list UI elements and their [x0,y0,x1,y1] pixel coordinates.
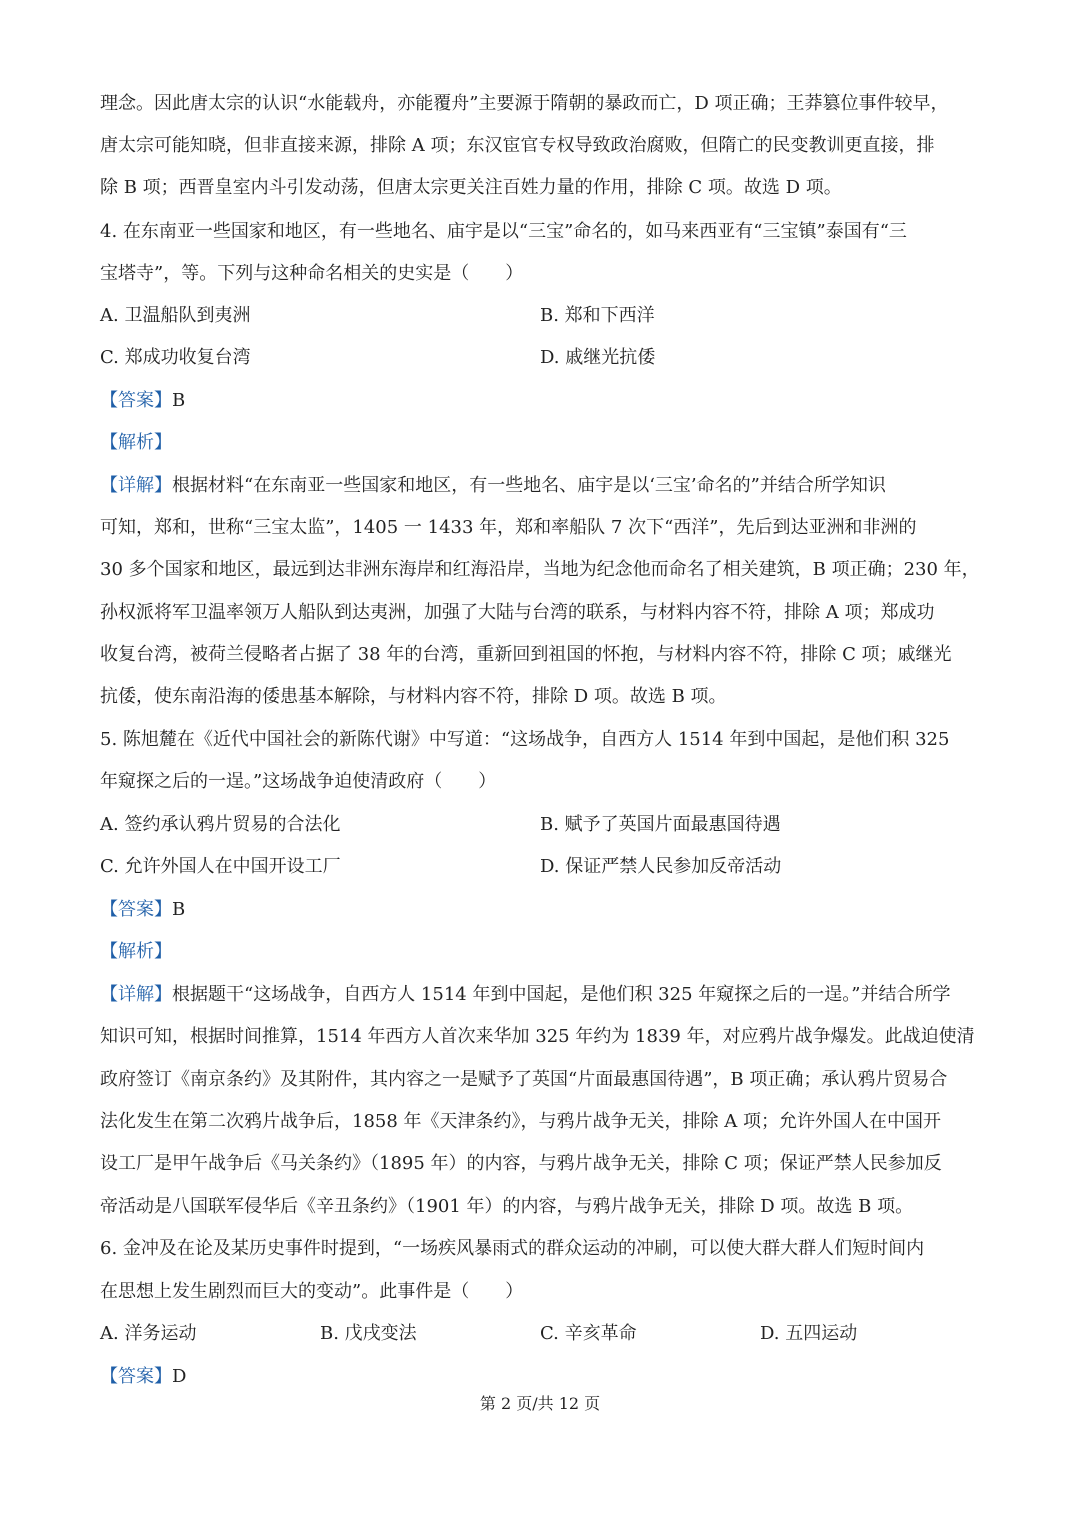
q6-answer [100,1365,186,1389]
q5-detail-line: 设工厂是甲午战争后《马关条约》（1895 年）的内容，与鸦片战争无关，排除 C 项；保证严禁人民参加反 [100,1153,942,1174]
q4-stem-line: 4. 在东南亚一些国家和地区，有一些地名、庙宇是以“三宝”命名的，如马来西亚有“三宝镇”泰国有“三 [100,221,907,242]
q4-answer [100,389,185,413]
q4-detail-text: 根据材料“在东南亚一些国家和地区，有一些地名、庙宇是以‘三宝’命名的”并结合所学知识 [172,475,886,496]
q4-option-d: D. 戚继光抗倭 [540,347,656,368]
page-number: 第 2 页/共 12 页 [479,1394,601,1413]
intro-line: 除 B 项；西晋皇室内斗引发动荡，但唐太宗更关注百姓力量的作用，排除 C 项。故选 D 项。 [100,177,842,198]
q5-analysis-label [100,940,172,964]
q6-stem-line: 6. 金冲及在论及某历史事件时提到，“一场疾风暴雨式的群众运动的冲刷，可以使大群大群人们短时间内 [100,1238,925,1259]
q5-option-b: B. 赋予了英国片面最惠国待遇 [540,814,781,835]
q5-detail-line: 法化发生在第二次鸦片战争后，1858 年《天津条约》，与鸦片战争无关，排除 A 项；允许外国人在中国开 [100,1111,941,1132]
q5-detail-line [100,983,950,1007]
q5-answer [100,898,185,922]
q4-detail-line: 30 多个国家和地区，最远到达非洲东海岸和红海沿岸，当地为纪念他而命名了相关建筑，B 项正确；230 年， [100,559,980,580]
q4-option-c: C. 郑成功收复台湾 [100,347,251,368]
q4-answer-value: B [172,390,186,411]
q4-stem-line: 宝塔寺”，等。下列与这种命名相关的史实是（ ） [100,263,524,284]
q5-stem-line: 5. 陈旭麓在《近代中国社会的新陈代谢》中写道：“这场战争，自西方人 1514 年到中国起，是他们积 325 [100,729,950,750]
analysis-label: 【解析】 [100,432,172,453]
detail-label: 【详解】 [100,475,172,496]
q4-detail-line: 收复台湾，被荷兰侵略者占据了 38 年的台湾，重新回到祖国的怀抱，与材料内容不符，排除 C 项；戚继光 [100,644,952,665]
intro-line: 唐太宗可能知晓，但非直接来源，排除 A 项；东汉宦官专权导致政治腐败，但隋亡的民变教训更直接，排 [100,135,935,156]
q4-option-a: A. 卫温船队到夷洲 [100,305,251,326]
q6-option-d: D. 五四运动 [760,1323,858,1344]
q6-stem-line: 在思想上发生剧烈而巨大的变动”。此事件是（ ） [100,1281,524,1302]
analysis-label: 【解析】 [100,941,172,962]
q4-detail-line [100,474,886,498]
q6-option-a: A. 洋务运动 [100,1323,197,1344]
q5-option-d: D. 保证严禁人民参加反帝活动 [540,856,782,877]
q5-detail-text: 根据题干“这场战争，自西方人 1514 年到中国起，是他们积 325 年窥探之后的一逞。”并结合所学 [172,984,951,1005]
q5-detail-line: 帝活动是八国联军侵华后《辛丑条约》（1901 年）的内容，与鸦片战争无关，排除 D 项。故选 B 项。 [100,1196,914,1217]
q4-detail-line: 可知，郑和，世称“三宝太监”，1405 一 1433 年，郑和率船队 7 次下“西洋”，先后到达亚洲和非洲的 [100,517,917,538]
q6-option-b: B. 戊戌变法 [320,1323,417,1344]
q5-stem-line: 年窥探之后的一逞。”这场战争迫使清政府（ ） [100,771,497,792]
q4-analysis-label [100,431,172,455]
q4-option-b: B. 郑和下西洋 [540,305,655,326]
q5-detail-line: 政府签订《南京条约》及其附件，其内容之一是赋予了英国“片面最惠国待遇”，B 项正确；承认鸦片贸易合 [100,1069,948,1090]
answer-label: 【答案】 [100,390,172,411]
q6-answer-value: D [172,1366,187,1387]
answer-label: 【答案】 [100,1366,172,1387]
detail-label: 【详解】 [100,984,172,1005]
intro-line: 理念。因此唐太宗的认识“水能载舟，亦能覆舟”主要源于隋朝的暴政而亡，D 项正确；王莽篡位事件较早， [100,93,949,114]
q5-answer-value: B [172,899,186,920]
q6-option-c: C. 辛亥革命 [540,1323,637,1344]
q5-option-a: A. 签约承认鸦片贸易的合法化 [100,814,341,835]
q4-detail-line: 孙权派将军卫温率领万人船队到达夷洲，加强了大陆与台湾的联系，与材料内容不符，排除 A 项；郑成功 [100,602,935,623]
answer-label: 【答案】 [100,899,172,920]
q4-detail-line: 抗倭，使东南沿海的倭患基本解除，与材料内容不符，排除 D 项。故选 B 项。 [100,686,727,707]
q5-option-c: C. 允许外国人在中国开设工厂 [100,856,341,877]
q5-detail-line: 知识可知，根据时间推算，1514 年西方人首次来华加 325 年约为 1839 年，对应鸦片战争爆发。此战迫使清 [100,1026,975,1047]
